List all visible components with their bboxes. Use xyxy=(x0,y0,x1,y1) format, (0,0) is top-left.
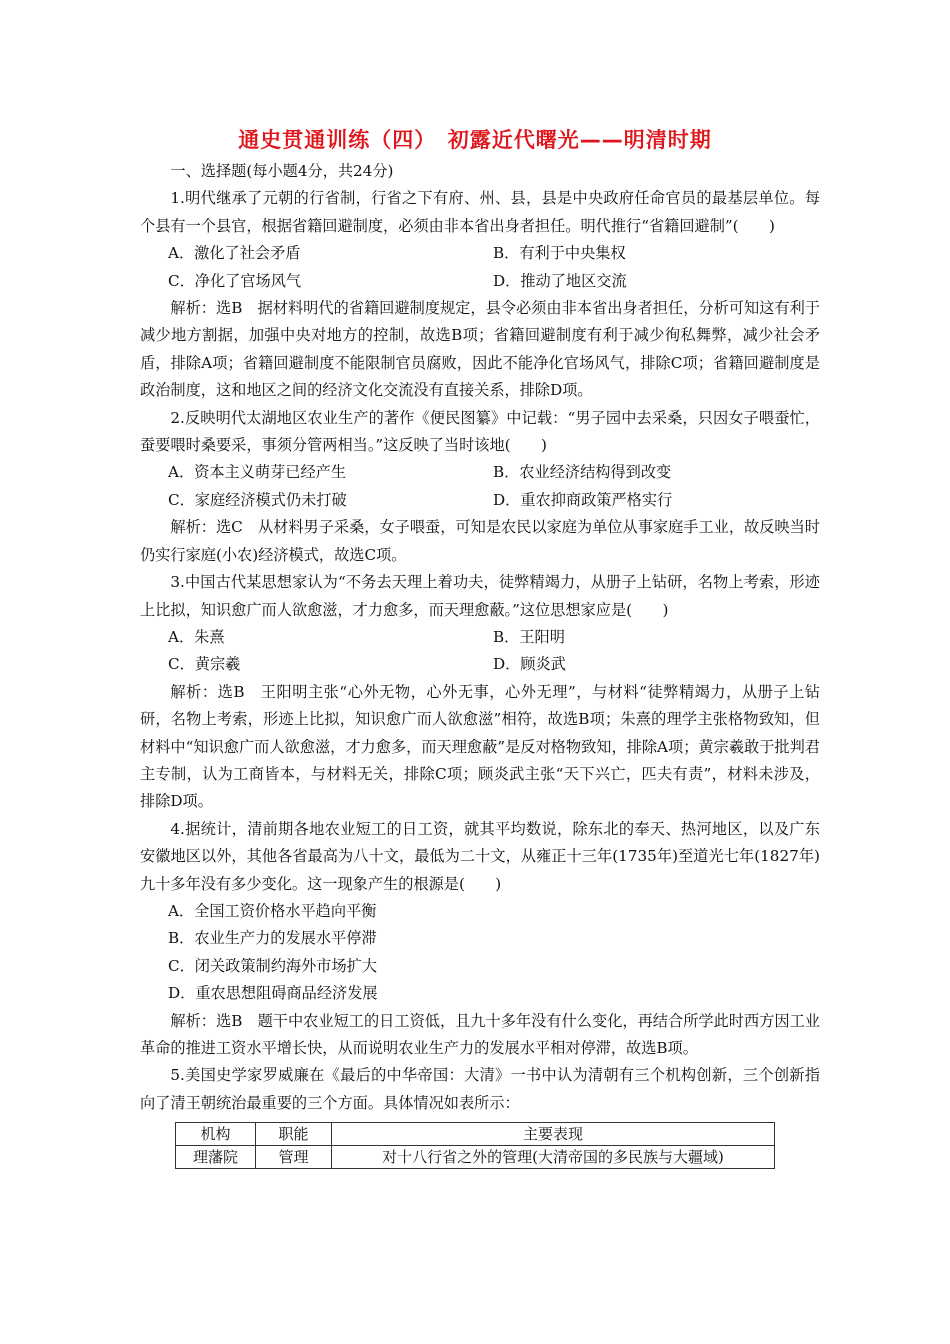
option-a: A．资本主义萌芽已经产生 xyxy=(168,463,347,482)
option-c: C．闭关政策制约海外市场扩大 xyxy=(168,956,378,975)
table-cell: 对十八行省之外的管理(大清帝国的多民族与大疆域) xyxy=(332,1146,775,1169)
analysis-text: 解析：选B 题干中农业短工的日工资低，且九十多年没有什么变化，再结合所学此时西方因工业革命的推进工资水平增长快，从而说明农业生产力的发展水平相对停滞，故选B项。 xyxy=(140,1011,820,1057)
option-b: B．有利于中央集权 xyxy=(493,244,626,263)
table-row xyxy=(176,1146,775,1169)
option-d: D．顾炎武 xyxy=(493,655,566,674)
question-stem: 1.明代继承了元朝的行省制，行省之下有府、州、县，县是中央政府任命官员的最基层单位。每个县有一个县官，根据省籍回避制度，必须由非本省出身者担任。明代推行“省籍回避制”( ) xyxy=(140,189,820,235)
option-row xyxy=(140,651,820,678)
option-d: D．重农抑商政策严格实行 xyxy=(493,490,673,509)
analysis-text: 解析：选B 王阳明主张“心外无物，心外无事，心外无理”，与材料“徒弊精竭力，从册子上钻研，名物上考索，形迹上比拟，知识愈广而人欲愈滋”相符，故选B项；朱熹的理学主张格物致知，但材料中“知识愈广而人欲愈滋，才力愈多，而天理愈蔽”是反对格物致知，排除A项；黄宗羲敢于批判君主专制，认为工商皆本，与材料无关，排除C项；顾炎武主张“天下兴亡，匹夫有责”，材料未涉及，排除D项。 xyxy=(140,682,820,811)
table-cell: 理藩院 xyxy=(176,1146,256,1169)
analysis-text: 解析：选B 据材料明代的省籍回避制度规定，县令必须由非本省出身者担任，分析可知这有利于减少地方割据，加强中央对地方的控制，故选B项；省籍回避制度有利于减少徇私舞弊，减少社会矛盾，排除A项；省籍回避制度不能限制官员腐败，因此不能净化官场风气，排除C项；省籍回避制度是政治制度，这和地区之间的经济文化交流没有直接关系，排除D项。 xyxy=(140,299,820,400)
option-c: C．家庭经济模式仍未打破 xyxy=(168,490,347,509)
option-c: C．黄宗羲 xyxy=(168,655,241,674)
option-a: A．全国工资价格水平趋向平衡 xyxy=(168,901,377,920)
option-row xyxy=(140,487,820,514)
option-b: B．王阳明 xyxy=(493,627,565,646)
question-stem: 5.美国史学家罗威廉在《最后的中华帝国：大清》一书中认为清朝有三个机构创新，三个创新指向了清王朝统治最重要的三个方面。具体情况如表所示： xyxy=(140,1066,820,1112)
section-heading: 一、选择题(每小题4分，共24分) xyxy=(170,162,394,180)
question-stem: 3.中国古代某思想家认为“不务去天理上着功夫，徒弊精竭力，从册子上钻研，名物上考索，形迹上比拟，知识愈广而人欲愈滋，才力愈多，而天理愈蔽。”这位思想家应是( ) xyxy=(140,573,820,619)
document-body xyxy=(140,158,820,1169)
table-header-cell: 职能 xyxy=(256,1123,332,1146)
option-d: D．重农思想阻碍商品经济发展 xyxy=(168,984,378,1003)
option-row xyxy=(140,268,820,295)
analysis-text: 解析：选C 从材料男子采桑，女子喂蚕，可知是农民以家庭为单位从事家庭手工业，故反映当时仍实行家庭(小农)经济模式，故选C项。 xyxy=(140,518,820,564)
table-cell: 管理 xyxy=(256,1146,332,1169)
table-header-cell: 机构 xyxy=(176,1123,256,1146)
option-a: A．激化了社会矛盾 xyxy=(168,244,301,263)
page-title: 通史贯通训练（四） 初露近代曙光——明清时期 xyxy=(238,128,712,152)
question-stem: 4.据统计，清前期各地农业短工的日工资，就其平均数说，除东北的奉天、热河地区，以及广东安徽地区以外，其他各省最高为八十文，最低为二十文，从雍正十三年(1735年)至道光七年(1827年)九十多年没有多少变化。这一现象产生的根源是( ) xyxy=(140,819,820,893)
option-row xyxy=(140,240,820,267)
option-b: B．农业生产力的发展水平停滞 xyxy=(168,929,377,948)
table-header-cell: 主要表现 xyxy=(332,1123,775,1146)
option-b: B．农业经济结构得到改变 xyxy=(493,463,672,482)
question-stem: 2.反映明代太湖地区农业生产的著作《便民图纂》中记载：“男子园中去采桑，只因女子喂蚕忙，蚕要喂时桑要采，事须分管两相当。”这反映了当时该地( ) xyxy=(140,408,820,455)
option-c: C．净化了官场风气 xyxy=(168,271,302,290)
table-header-row xyxy=(176,1123,775,1146)
option-row xyxy=(140,624,820,651)
institution-table xyxy=(175,1122,775,1169)
option-a: A．朱熹 xyxy=(168,627,225,646)
option-row xyxy=(140,459,820,486)
option-d: D．推动了地区交流 xyxy=(493,271,627,290)
